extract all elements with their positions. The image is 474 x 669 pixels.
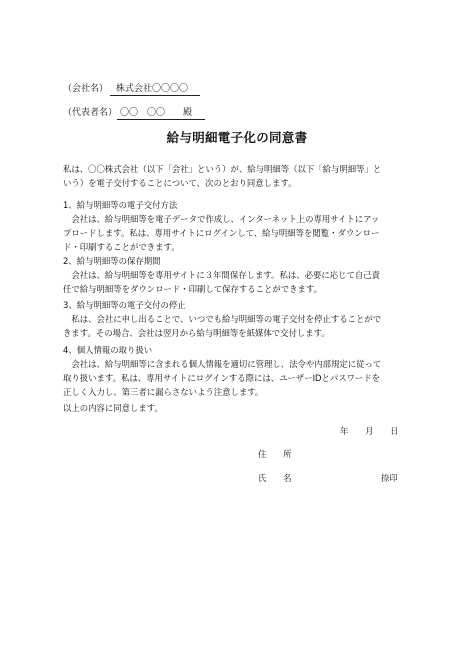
section-heading: 1、給与明細等の電子交付方法 <box>63 200 178 210</box>
section-3 <box>63 298 413 340</box>
section-heading: 3、給与明細等の電子交付の停止 <box>63 300 186 310</box>
section-line: 会社は、給与明細等に含まれる個人情報を適切に管理し、法令や内部規定に従って <box>63 359 382 369</box>
section-line: 任で給与明細等をダウンロード・印刷して保存することができます。 <box>63 284 322 294</box>
section-line: きます。その場合、会社は翌月から給与明細等を紙媒体で交付します。 <box>63 328 330 338</box>
section-4 <box>63 343 413 399</box>
closing-statement: 以上の内容に同意します。 <box>63 403 163 413</box>
company-name: 株式会社〇〇〇〇 <box>116 84 189 94</box>
section-line: 取り扱います。私は、専用サイトにログインする際には、ユーザーIDとパスワードを <box>63 373 381 383</box>
representative-name: 〇〇 〇〇 殿 <box>120 108 193 118</box>
section-1 <box>63 198 413 254</box>
representative-label: （代表者名） <box>63 108 118 118</box>
name-label: 氏 名 <box>258 473 292 483</box>
intro-paragraph <box>63 162 413 190</box>
intro-line: いう）を電子交付することについて、次のとおり同意します。 <box>63 178 297 188</box>
section-2 <box>63 254 413 296</box>
address-label: 住 所 <box>258 449 292 459</box>
section-line: 会社は、給与明細等を専用サイトに３年間保存します。私は、必要に応じて自己責 <box>63 270 380 280</box>
section-line: ド・印刷することができます。 <box>63 242 180 252</box>
section-line: 私は、会社に申し出ることで、いつでも給与明細等の電子交付を停止することがで <box>63 314 382 324</box>
section-line: プロードします。私は、専用サイトにログインして、給与明細等を閲覧・ダウンロー <box>63 228 380 238</box>
date-line: 年 月 日 <box>340 426 399 436</box>
representative-underline <box>117 107 205 120</box>
section-heading: 4、個人情報の取り扱い <box>63 345 153 355</box>
section-line: 正しく入力し、第三者に漏らさないよう注意します。 <box>63 387 264 397</box>
seal-label: 捺印 <box>381 473 398 483</box>
document-title: 給与明細電子化の同意書 <box>166 130 308 145</box>
company-underline <box>110 83 200 96</box>
section-heading: 2、給与明細等の保存期間 <box>63 256 161 266</box>
company-label: （会社名） <box>63 84 109 94</box>
intro-line: 私は、〇〇株式会社（以下「会社」という）が、給与明細等（以下「給与明細等」と <box>63 164 382 174</box>
section-line: 会社は、給与明細等を電子データで作成し、インターネット上の専用サイトにアッ <box>63 214 380 224</box>
